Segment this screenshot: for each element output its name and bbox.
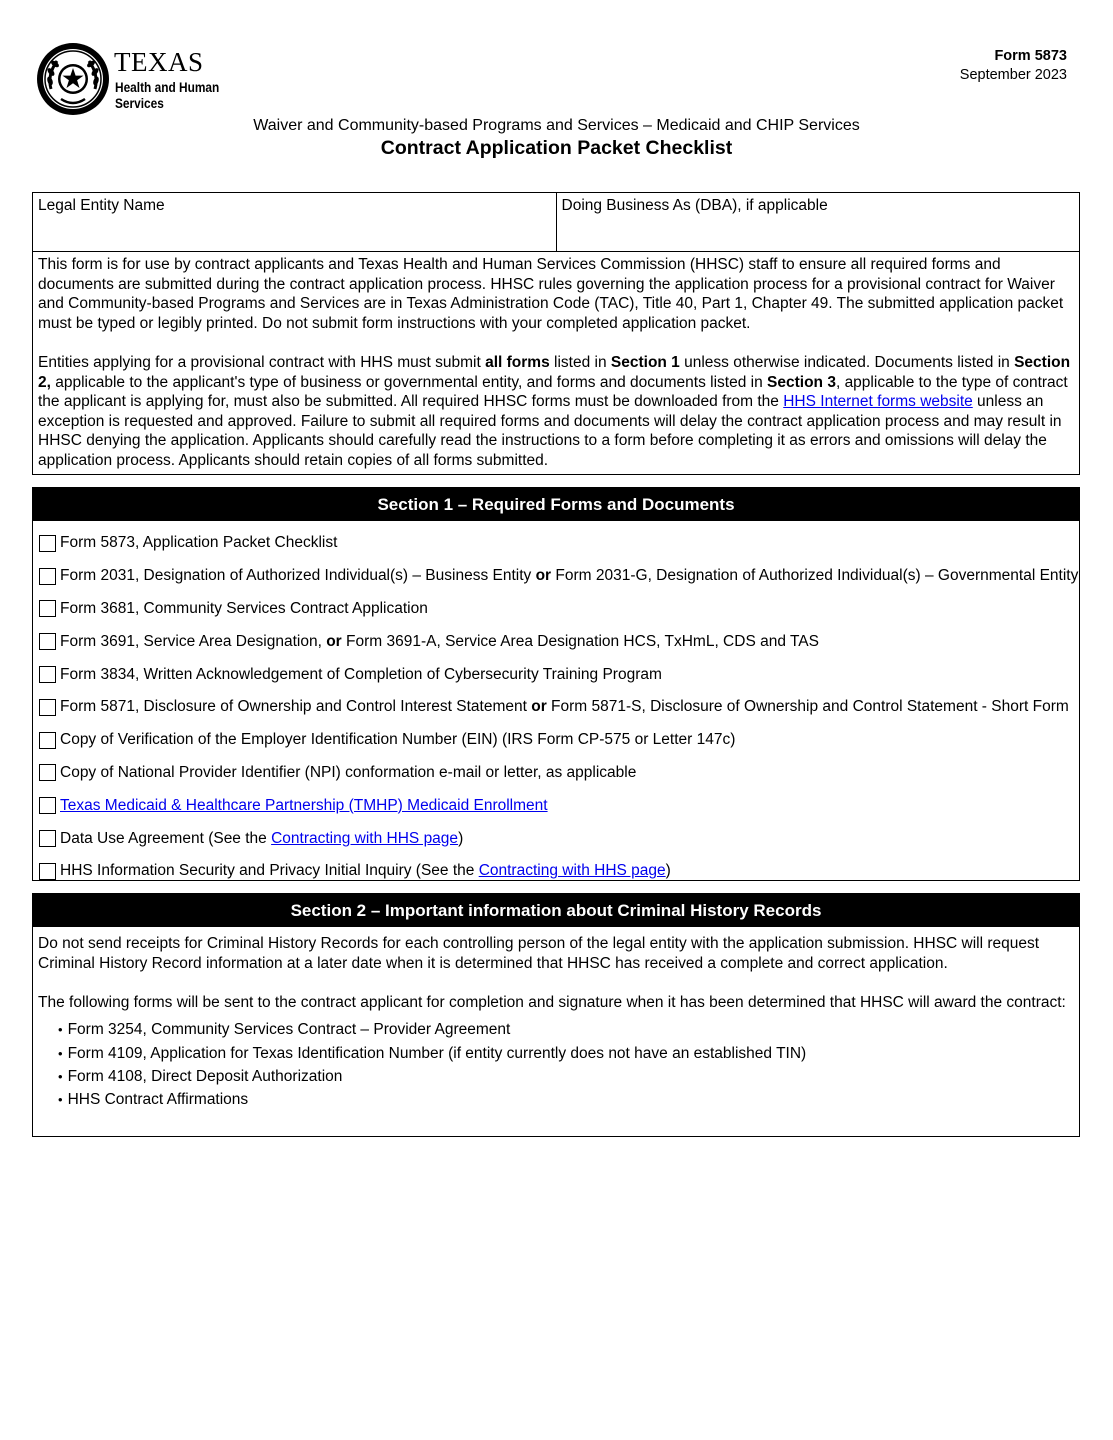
text: unless otherwise indicated. Documents listed in [679, 353, 1015, 371]
text: ) [458, 829, 464, 847]
checklist-item-form-3691 [33, 625, 1079, 658]
checkbox[interactable] [39, 699, 56, 716]
legal-entity-name-label: Legal Entity Name [38, 197, 165, 214]
checkbox[interactable] [39, 764, 56, 781]
item-label: Form 5873, Application Packet Checklist [60, 534, 338, 552]
section-1-checklist [33, 521, 1079, 888]
text: Form 5871-S, Disclosure of Ownership and Control Statement - Short Form [546, 698, 1069, 716]
list-item: • Form 4109, Application for Texas Identification Number (if entity currently does not have an established TIN) [58, 1042, 1074, 1065]
contracting-with-hhs-link[interactable]: Contracting with HHS page [478, 862, 666, 880]
tmhp-enrollment-link[interactable]: Texas Medicaid & Healthcare Partnership (TMHP) Medicaid Enrollment [60, 796, 548, 814]
page-title: Contract Application Packet Checklist [380, 137, 733, 159]
logo-line-2: Services [115, 96, 164, 111]
emphasis: all forms [485, 353, 550, 371]
list-item: • Form 4108, Direct Deposit Authorization [58, 1065, 1074, 1088]
checklist-item-form-3681 [33, 593, 1079, 626]
text: Form 3691, Service Area Designation, [60, 632, 327, 650]
section-2 [32, 893, 1080, 1137]
text: Form 5871, Disclosure of Ownership and Control Interest Statement [60, 698, 532, 716]
text: , applicable to the type of contract the applicant is applying for, must also be submitted. All required HHSC forms must be downloaded from the [38, 373, 1068, 411]
section-2-body [33, 927, 1079, 1112]
contracting-with-hhs-link[interactable]: Contracting with HHS page [271, 829, 459, 847]
section-1-heading: Section 1 – Required Forms and Documents [33, 488, 1079, 521]
checklist-item-npi [33, 757, 1079, 790]
text: Entities applying for a provisional contract with HHS must submit [38, 353, 486, 371]
logo-line-1: Health and Human [115, 80, 220, 95]
checkbox[interactable] [39, 600, 56, 617]
dba-label: Doing Business As (DBA), if applicable [561, 197, 828, 214]
text: Form 2031, Designation of Authorized Individual(s) – Business Entity [60, 567, 536, 585]
legal-entity-name-field[interactable] [33, 193, 556, 251]
checklist-item-ein [33, 724, 1079, 757]
text: applicable to the applicant's type of business or governmental entity, and forms and documents listed in [50, 373, 768, 391]
text: ) [665, 862, 671, 880]
texas-seal-icon [35, 41, 111, 117]
instructions [33, 252, 1079, 471]
section-2-paragraph-2: The following forms will be sent to the contract applicant for completion and signature when it has been determined that HHSC will award the contract: [38, 993, 1066, 1011]
checkbox[interactable] [39, 732, 56, 749]
emphasis: Section 3 [767, 373, 836, 391]
hhs-forms-website-link[interactable]: HHS Internet forms website [783, 393, 973, 411]
item-label [60, 698, 1069, 716]
checkbox[interactable] [39, 568, 56, 585]
form-meta [960, 47, 1067, 85]
form-subtitle: Waiver and Community-based Programs and Services – Medicaid and CHIP Services [253, 117, 860, 134]
form-date: September 2023 [959, 67, 1067, 83]
checkbox[interactable] [39, 830, 56, 847]
emphasis: Section 1 [610, 353, 680, 371]
item-label: Copy of Verification of the Employer Identification Number (EIN) (IRS Form CP-575 or Letter 147c) [60, 731, 736, 749]
item-label [60, 633, 819, 651]
entity-info-box [32, 192, 1080, 475]
emphasis: or [326, 632, 342, 650]
text: Data Use Agreement (See the [60, 829, 272, 847]
hhs-logo [35, 41, 235, 119]
checklist-item-tmhp [33, 789, 1079, 822]
item-label [60, 567, 1078, 585]
emphasis: or [535, 567, 552, 585]
item-label: Form 3834, Written Acknowledgement of Completion of Cybersecurity Training Program [60, 665, 662, 683]
form-number: Form 5873 [994, 48, 1067, 64]
checklist-item-form-5871 [33, 691, 1079, 724]
dba-field[interactable] [556, 193, 1080, 251]
logo-wordmark: TEXAS [114, 47, 204, 77]
instructions-paragraph-1: This form is for use by contract applicants and Texas Health and Human Services Commission (HHSC) staff to ensure all required forms and documents are submitted during the contract application process. HHSC rules governing the application process for a provisional contract for Waiver and Community-based Programs and Services are in Texas Administration Code (TAC), Title 40, Part 1, Chapter 49. The submitted application packet must be typed or legibly printed. Do not submit form instructions with your completed application packet. [38, 256, 1064, 332]
section-2-heading: Section 2 – Important information about Criminal History Records [33, 894, 1079, 927]
award-forms-list [38, 1018, 1074, 1111]
text: HHS Information Security and Privacy Initial Inquiry (See the [60, 862, 479, 880]
instructions-paragraph-2 [38, 353, 1074, 471]
emphasis: Section 2, [38, 353, 1071, 391]
item-label: Form 3681, Community Services Contract Application [60, 599, 428, 617]
text: listed in [549, 353, 611, 371]
section-1 [32, 487, 1080, 881]
emphasis: or [531, 698, 547, 716]
checklist-item-data-use-agreement [33, 822, 1079, 855]
list-item: • Form 3254, Community Services Contract – Provider Agreement [58, 1018, 1074, 1041]
text: Form 2031-G, Designation of Authorized Individual(s) – Governmental Entity [551, 567, 1079, 585]
section-2-paragraph-1: Do not send receipts for Criminal History Records for each controlling person of the legal entity with the application submission. HHSC will request Criminal History Record information at a later date when it is determined that HHSC has received a complete and correct application. [38, 935, 1040, 972]
checkbox[interactable] [39, 666, 56, 683]
text: unless an exception is requested and approved. Failure to submit all required forms and documents will delay the contract application process and may result in HHSC denying the application. Applicants should carefully read the instructions to a form before completing it as errors and omissions will delay the application process. Applicants should retain copies of all forms submitted. [38, 393, 1062, 469]
item-label [60, 830, 463, 848]
checklist-item-form-2031 [33, 560, 1079, 593]
list-item: • HHS Contract Affirmations [58, 1088, 1074, 1111]
checkbox[interactable] [39, 535, 56, 552]
entity-fields-row [33, 193, 1079, 252]
checklist-item-security-privacy-inquiry [33, 855, 1079, 888]
text: Form 3691-A, Service Area Designation HCS, TxHmL, CDS and TAS [341, 632, 819, 650]
checkbox[interactable] [39, 863, 56, 880]
logo-agency-name [115, 80, 219, 112]
item-label: Copy of National Provider Identifier (NPI) conformation e-mail or letter, as applicable [60, 763, 637, 781]
item-label [60, 862, 671, 880]
checklist-item-form-5873 [33, 527, 1079, 560]
checkbox[interactable] [39, 797, 56, 814]
checkbox[interactable] [39, 633, 56, 650]
checklist-item-form-3834 [33, 658, 1079, 691]
